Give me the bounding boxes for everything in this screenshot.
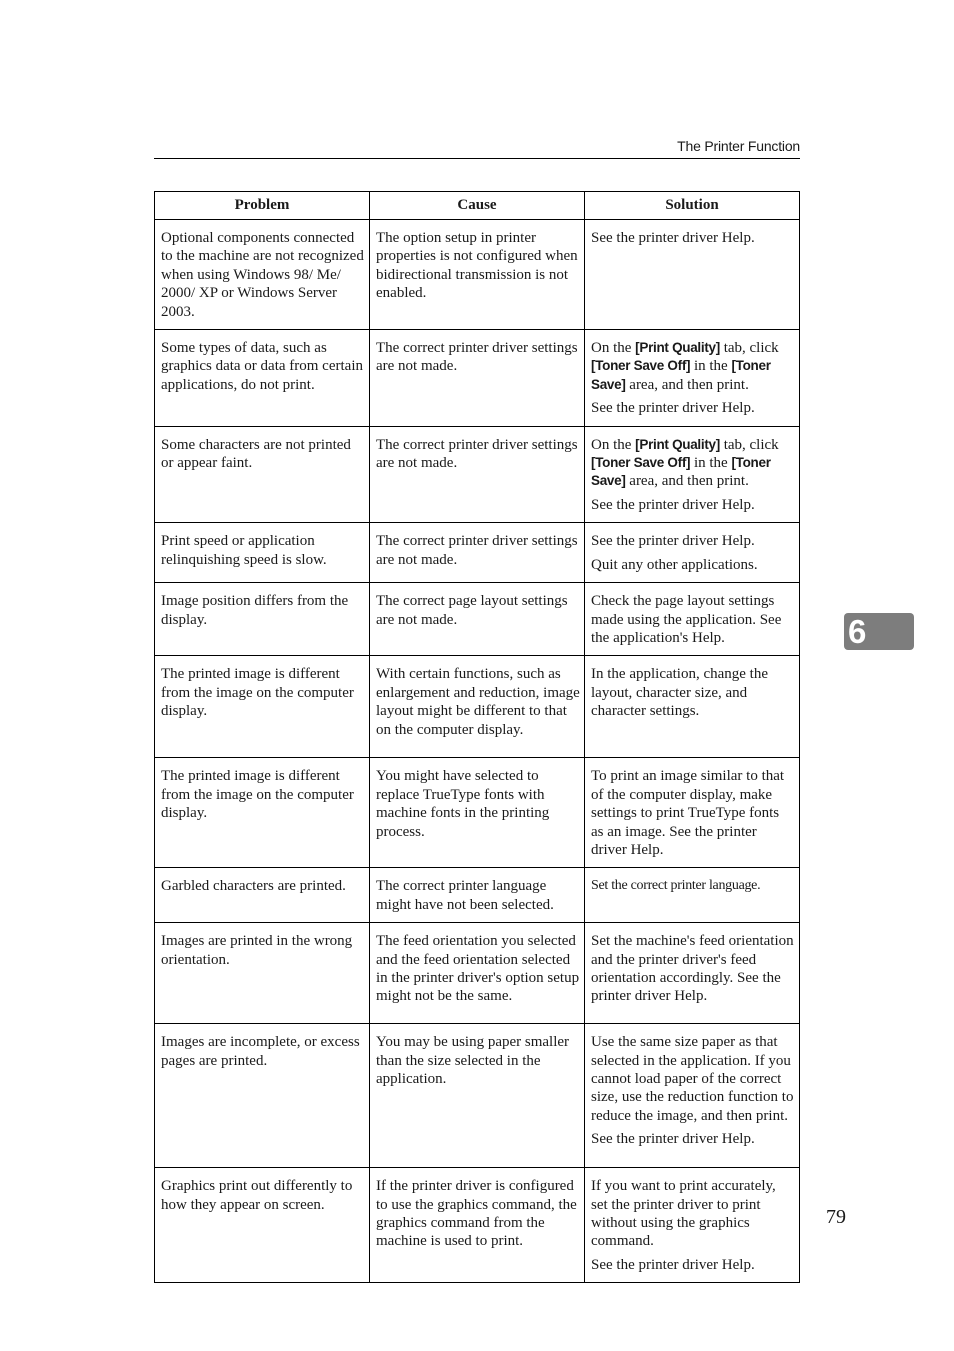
cause-cell: The correct page layout settings are not made. — [370, 583, 585, 656]
table-row — [155, 330, 800, 427]
solution-cell: On the [Print Quality] tab, click [Toner Save Off] in the [Toner Save] area, and then print. See the printer driver Help. — [585, 426, 800, 523]
cause-cell: The correct printer driver settings are not made. — [370, 330, 585, 427]
toner-save-area-key: [Toner Save] — [591, 455, 771, 489]
problem-cell: Images are incomplete, or excess pages are printed. — [155, 1024, 370, 1168]
table-row — [155, 923, 800, 1024]
problem-cell: Print speed or application relinquishing speed is slow. — [155, 523, 370, 583]
cause-cell: You might have selected to replace TrueType fonts with machine fonts in the printing process. — [370, 758, 585, 868]
cause-cell: The correct printer driver settings are not made. — [370, 426, 585, 523]
solution-cell: Set the correct printer language. — [585, 868, 800, 923]
toner-save-area-key: [Toner Save] — [591, 358, 771, 392]
chapter-number: 6 — [848, 613, 867, 650]
column-header-cause: Cause — [370, 192, 585, 220]
cause-cell: The option setup in printer properties is not configured when bidirectional transmission is not enabled. — [370, 220, 585, 330]
column-header-solution: Solution — [585, 192, 800, 220]
solution-cell: See the printer driver Help. — [585, 220, 800, 330]
cause-cell: The correct printer language might have not been selected. — [370, 868, 585, 923]
solution-cell: If you want to print accurately, set the printer driver to print without using the graphics command. See the printer driver Help. — [585, 1168, 800, 1283]
page-number: 79 — [826, 1206, 846, 1228]
table-header-row — [155, 192, 800, 220]
solution-cell: On the [Print Quality] tab, click [Toner Save Off] in the [Toner Save] area, and then print. See the printer driver Help. — [585, 330, 800, 427]
solution-cell: See the printer driver Help. Quit any other applications. — [585, 523, 800, 583]
cause-cell: The feed orientation you selected and the feed orientation selected in the printer driver's option setup might not be the same. — [370, 923, 585, 1024]
table-row — [155, 426, 800, 523]
problem-cell: The printed image is different from the image on the computer display. — [155, 656, 370, 758]
problem-cell: The printed image is different from the image on the computer display. — [155, 758, 370, 868]
solution-cell: In the application, change the layout, character size, and character settings. — [585, 656, 800, 758]
cause-cell: The correct printer driver settings are not made. — [370, 523, 585, 583]
chapter-tab — [844, 613, 914, 650]
problem-cell: Images are printed in the wrong orientation. — [155, 923, 370, 1024]
problem-cell: Graphics print out differently to how they appear on screen. — [155, 1168, 370, 1283]
problem-cell: Some types of data, such as graphics data or data from certain applications, do not print. — [155, 330, 370, 427]
solution-cell: Check the page layout settings made using the application. See the application's Help. — [585, 583, 800, 656]
problem-cell: Optional components connected to the machine are not recognized when using Windows 98/ Me/ 2000/ XP or Windows Server 2003. — [155, 220, 370, 330]
table-row — [155, 1024, 800, 1168]
column-header-problem: Problem — [155, 192, 370, 220]
print-quality-tab-key: [Print Quality] — [635, 340, 720, 356]
table-row — [155, 220, 800, 330]
table-row — [155, 583, 800, 656]
print-quality-tab-key: [Print Quality] — [635, 436, 720, 452]
table-row — [155, 758, 800, 868]
table-row — [155, 523, 800, 583]
table-row — [155, 1168, 800, 1283]
solution-cell: To print an image similar to that of the computer display, make settings to print TrueType fonts as an image. See the printer driver Help. — [585, 758, 800, 868]
problem-cell: Garbled characters are printed. — [155, 868, 370, 923]
solution-instruction: On the [Print Quality] tab, click [Toner Save Off] in the [Toner Save] area, and then print. — [591, 340, 779, 393]
problem-cell: Some characters are not printed or appear faint. — [155, 426, 370, 523]
table-row — [155, 656, 800, 758]
solution-cell: Set the machine's feed orientation and the printer driver's feed orientation accordingly. See the printer driver Help. — [585, 923, 800, 1024]
running-header: The Printer Function — [154, 138, 800, 159]
problem-cell: Image position differs from the display. — [155, 583, 370, 656]
toner-save-off-key: [Toner Save Off] — [591, 358, 691, 374]
solution-cell: Use the same size paper as that selected in the application. If you cannot load paper of the correct size, use the reduction function to reduce the image, and then print. See the printer driver Help. — [585, 1024, 800, 1168]
cause-cell: You may be using paper smaller than the size selected in the application. — [370, 1024, 585, 1168]
cause-cell: If the printer driver is configured to use the graphics command, the graphics command from the machine is used to print. — [370, 1168, 585, 1283]
cause-cell: With certain functions, such as enlargement and reduction, image layout might be different to that on the computer display. — [370, 656, 585, 758]
troubleshooting-table — [154, 191, 800, 1283]
toner-save-off-key: [Toner Save Off] — [591, 455, 691, 471]
table-row — [155, 868, 800, 923]
solution-instruction: On the [Print Quality] tab, click [Toner Save Off] in the [Toner Save] area, and then print. — [591, 436, 779, 490]
